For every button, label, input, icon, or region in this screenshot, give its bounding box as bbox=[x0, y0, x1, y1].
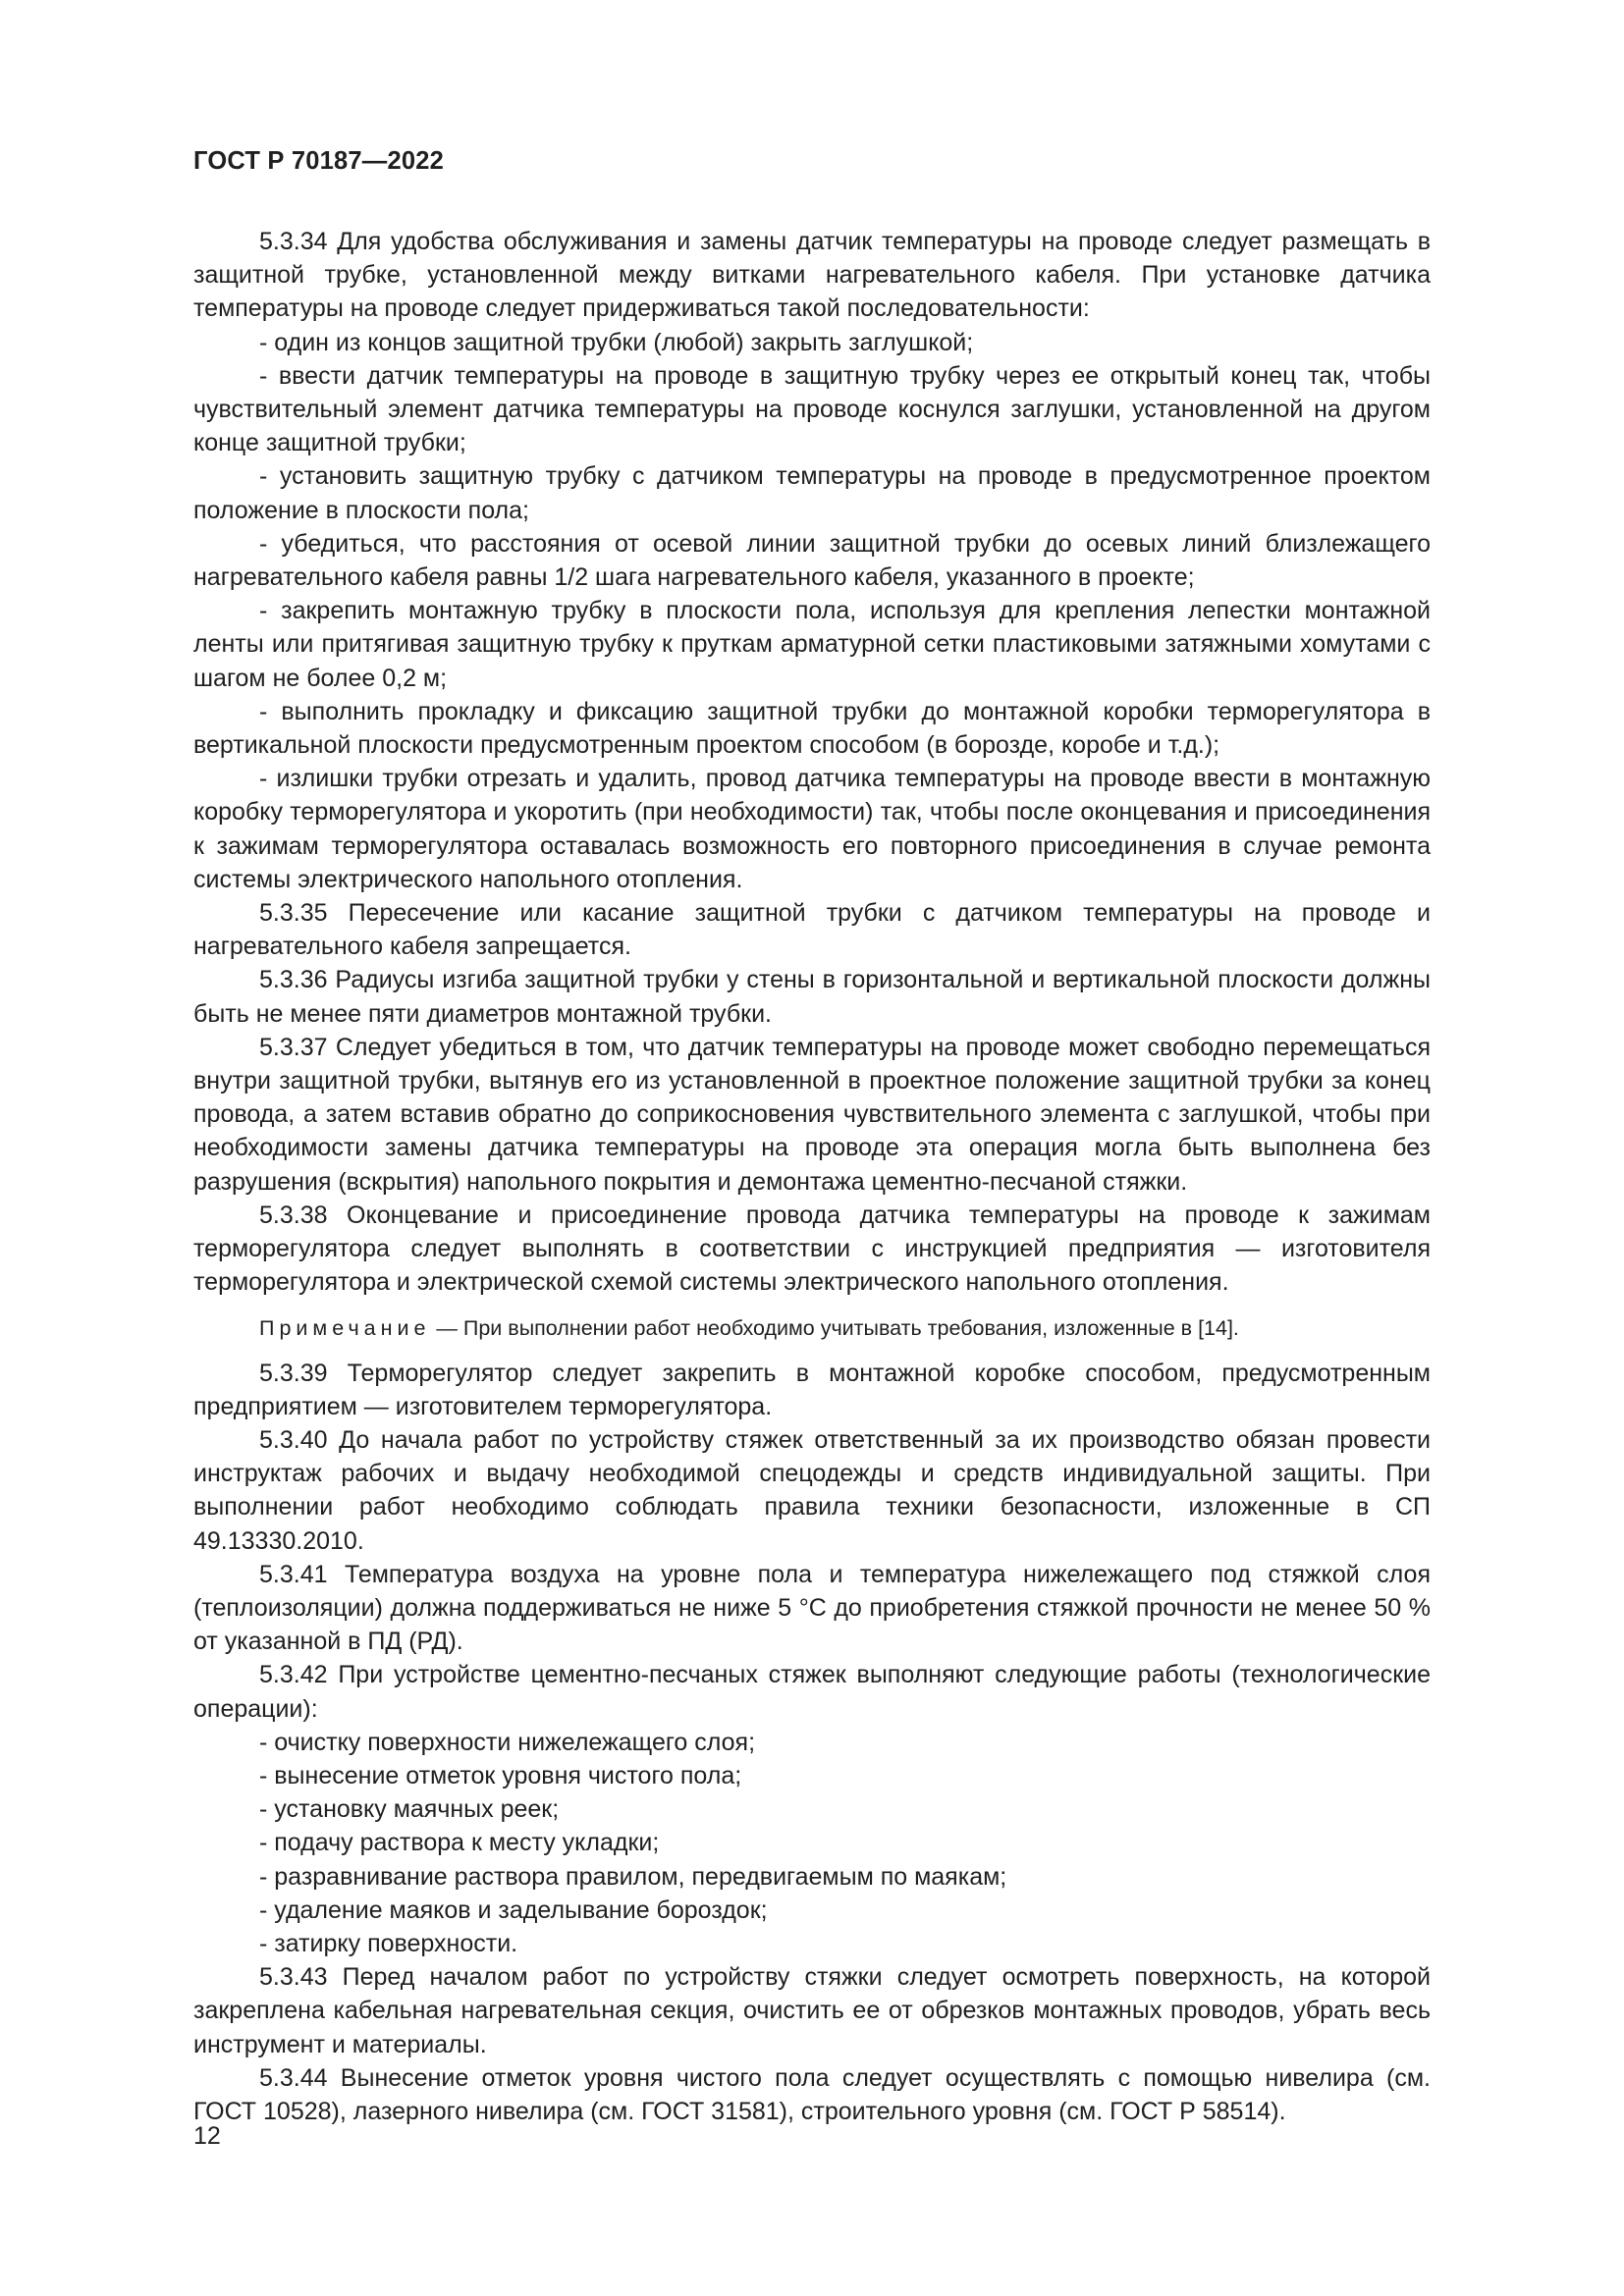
document-body bbox=[193, 225, 1431, 2128]
paragraph-5-3-41: 5.3.41 Температура воздуха на уровне пола и температура нижележащего под стяжкой слоя (теплоизоляции) должна поддерживаться не ниже 5 °С до приобретения стяжкой прочности не менее 50 % от указанной в ПД (РД). bbox=[193, 1560, 1431, 1656]
list-item-close-tube: - один из концов защитной трубки (любой) закрыть заглушкой; bbox=[259, 328, 974, 356]
document-header-title: ГОСТ Р 70187—2022 bbox=[193, 147, 445, 175]
list-item-check-distance: - убедиться, что расстояния от осевой линии защитной трубки до осевых линий близлежащего нагревательного кабеля равны 1/2 шага нагревательного кабеля, указанного в проекте; bbox=[193, 529, 1431, 592]
paragraph-5-3-40: 5.3.40 До начала работ по устройству стяжек ответственный за их производство обязан провести инструктаж рабочих и выдачу необходимой спецодежды и средств индивидуальной защиты. При выполнении работ необходимо соблюдать правила техники безопасности, изложенные в СП 49.13330.2010. bbox=[193, 1425, 1431, 1555]
list-item-beacon-rails: - установку маячных реек; bbox=[259, 1795, 560, 1824]
paragraph-5-3-37: 5.3.37 Следует убедиться в том, что датчик температуры на проводе может свободно перемещаться внутри защитной трубки, вытянув его из установленной в проектное положение защитной трубки за конец провода, а затем вставив обратно до соприкосновения чувствительного элемента с заглушкой, чтобы при необходимости замены датчика температуры на проводе эта операция могла быть выполнена без разрушения (вскрытия) напольного покрытия и демонтажа цементно-песчаной стяжки. bbox=[193, 1033, 1431, 1196]
paragraph-5-3-44: 5.3.44 Вынесение отметок уровня чистого пола следует осуществлять с помощью нивелира (см. ГОСТ 10528), лазерного нивелира (см. ГОСТ 31581), строительного уровня (см. ГОСТ Р 58514). bbox=[193, 2063, 1431, 2125]
paragraph-5-3-38: 5.3.38 Оконцевание и присоединение провода датчика температуры на проводе к зажимам терморегулятора следует выполнять в соответствии с инструкцией предприятия — изготовителя терморегулятора и электрической схемой системы электрического напольного отопления. bbox=[193, 1201, 1431, 1297]
note bbox=[193, 1313, 1431, 1343]
note-text: — При выполнении работ необходимо учитывать требования, изложенные в [14]. bbox=[430, 1315, 1239, 1340]
page-number: 12 bbox=[193, 2122, 221, 2150]
list-item-remove-beacons: - удаление маяков и заделывание бороздок; bbox=[259, 1896, 768, 1924]
list-item-insert-sensor: - ввести датчик температуры на проводе в защитную трубку через ее открытый конец так, чтобы чувствительный элемент датчика температуры на проводе коснулся заглушки, установленной на другом конце защитной трубки; bbox=[193, 361, 1431, 457]
paragraph-5-3-36: 5.3.36 Радиусы изгиба защитной трубки у стены в горизонтальной и вертикальной плоскости должны быть не менее пяти диаметров монтажной трубки. bbox=[193, 966, 1431, 1028]
list-item-clean-surface: - очистку поверхности нижележащего слоя; bbox=[259, 1728, 756, 1756]
list-item-mortar-supply: - подачу раствора к месту укладки; bbox=[259, 1829, 660, 1857]
list-item-lay-tube: - выполнить прокладку и фиксацию защитной трубки до монтажной коробки терморегулятора в вертикальной плоскости предусмотренным проектом способом (в борозде, коробе и т.д.); bbox=[193, 697, 1431, 760]
paragraph-5-3-43: 5.3.43 Перед началом работ по устройству стяжки следует осмотреть поверхность, на которой закреплена кабельная нагревательная секция, очистить ее от обрезков монтажных проводов, убрать весь инструмент и материалы. bbox=[193, 1963, 1431, 2058]
list-item-level-marks: - вынесение отметок уровня чистого пола; bbox=[259, 1761, 742, 1789]
paragraph-5-3-35: 5.3.35 Пересечение или касание защитной трубки с датчиком температуры на проводе и нагревательного кабеля запрещается. bbox=[193, 899, 1431, 961]
paragraph-5-3-39: 5.3.39 Терморегулятор следует закрепить в монтажной коробке способом, предусмотренным предприятием — изготовителем терморегулятора. bbox=[193, 1359, 1431, 1420]
list-item-cut-tube: - излишки трубки отрезать и удалить, провод датчика температуры на проводе ввести в монтажную коробку терморегулятора и укоротить (при необходимости) так, чтобы после оконцевания и присоединения к зажимам терморегулятора оставалась возможность его повторного присоединения в случае ремонта системы электрического напольного отопления. bbox=[193, 765, 1431, 893]
note-label: Примечание bbox=[259, 1315, 431, 1340]
list-item-trowel: - затирку поверхности. bbox=[259, 1929, 518, 1957]
paragraph-5-3-42: 5.3.42 При устройстве цементно-песчаных стяжек выполняют следующие работы (технологические операции): bbox=[193, 1661, 1431, 1723]
list-item-install-tube: - установить защитную трубку с датчиком температуры на проводе в предусмотренное проектом положение в плоскости пола; bbox=[193, 462, 1431, 524]
list-item-leveling: - разравнивание раствора правилом, передвигаемым по маякам; bbox=[259, 1862, 1007, 1891]
paragraph-5-3-34: 5.3.34 Для удобства обслуживания и замены датчик температуры на проводе следует размещать в защитной трубке, установленной между витками нагревательного кабеля. При установке датчика температуры на проводе следует придерживаться такой последовательности: bbox=[193, 228, 1431, 323]
list-item-fix-tube: - закрепить монтажную трубку в плоскости пола, используя для крепления лепестки монтажной ленты или притягивая защитную трубку к пруткам арматурной сетки пластиковыми затяжными хомутами с шагом не более 0,2 м; bbox=[193, 597, 1431, 692]
